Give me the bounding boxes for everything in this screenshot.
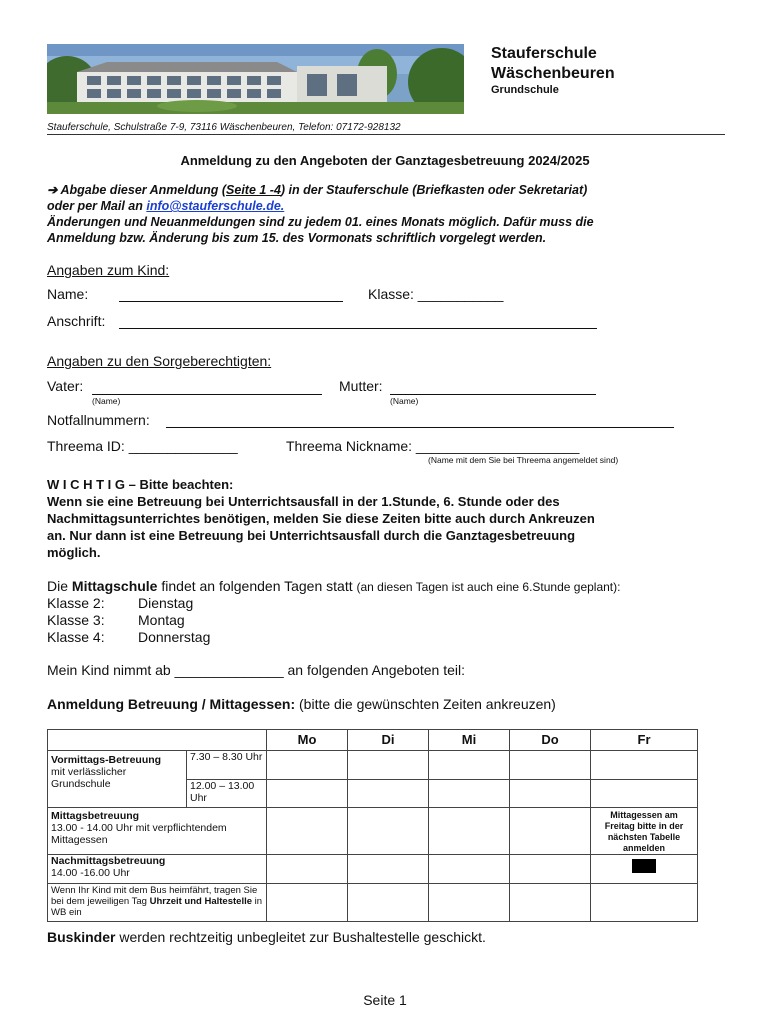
morning-subtitle: mit verlässlicher Grundschule (51, 766, 127, 790)
school-photo (47, 44, 464, 114)
lunch-intro: Die Mittagschule findet an folgenden Tagen statt (an diesen Tagen ist auch eine 6.Stunde geplant): (47, 578, 621, 594)
bus-info-text: Wenn Ihr Kind mit dem Bus heimfährt, tragen Sie bei dem jeweiligen Tag (51, 885, 258, 907)
checkbox-morning1-fr[interactable] (591, 751, 698, 780)
bus-entry-mo[interactable] (267, 884, 348, 922)
bus-entry-fr[interactable] (591, 884, 698, 922)
checkbox-morning2-mi[interactable] (429, 780, 510, 808)
threema-hint: (Name mit dem Sie bei Threema angemeldet sind) (428, 455, 619, 465)
bus-info-bold: Uhrzeit und Haltestelle (149, 896, 253, 907)
email-link[interactable]: info@stauferschule.de. (146, 199, 285, 213)
checkbox-morning2-mo[interactable] (267, 780, 348, 808)
morning-time-1: 7.30 – 8.30 Uhr (187, 751, 267, 780)
checkbox-morning2-fr[interactable] (591, 780, 698, 808)
day-header-di: Di (348, 730, 429, 751)
checkbox-morning1-mi[interactable] (429, 751, 510, 780)
friday-lunch-note: Mittagessen am Freitag bitte in der nächsten Tabelle anmelden (591, 808, 698, 855)
checkbox-afternoon-di[interactable] (348, 855, 429, 884)
school-name (491, 44, 615, 84)
table-row (48, 808, 698, 855)
mother-name-field[interactable] (390, 394, 596, 395)
lunch-day-3: Montag (138, 612, 185, 628)
notice-line1: ➔ Abgabe dieser Anmeldung (Seite 1 -4) in der Stauferschule (Briefkasten oder Sekretariat) (47, 183, 588, 197)
emergency-field[interactable] (166, 427, 674, 428)
lunch-day-4: Donnerstag (138, 629, 211, 645)
checkbox-lunch-di[interactable] (348, 808, 429, 855)
child-class-field[interactable]: Klasse: ___________ (368, 286, 504, 302)
table-row (48, 884, 698, 922)
mother-name-hint: (Name) (390, 396, 419, 406)
day-header-mo: Mo (267, 730, 348, 751)
checkbox-afternoon-mo[interactable] (267, 855, 348, 884)
checkbox-lunch-do[interactable] (510, 808, 591, 855)
checkbox-morning1-mo[interactable] (267, 751, 348, 780)
pages-reference: Seite 1 -4 (226, 183, 281, 197)
checkbox-morning2-di[interactable] (348, 780, 429, 808)
father-label: Vater: (47, 378, 84, 394)
school-building-image (47, 44, 464, 114)
school-type: Grundschule (491, 84, 559, 96)
father-name-field[interactable] (92, 394, 322, 395)
lunch-care-label-cell (48, 808, 267, 855)
checkbox-afternoon-mi[interactable] (429, 855, 510, 884)
emergency-label: Notfallnummern: (47, 412, 150, 428)
afternoon-subtitle: 14.00 -16.00 Uhr (51, 867, 130, 879)
checkbox-afternoon-do[interactable] (510, 855, 591, 884)
lunch-care-title: Mittagsbetreuung (51, 810, 140, 822)
notice-line3: Änderungen und Neuanmeldungen sind zu jedem 01. eines Monats möglich. Dafür muss die (47, 215, 594, 229)
child-name-label: Name: (47, 286, 89, 302)
checkbox-morning1-do[interactable] (510, 751, 591, 780)
guardians-heading: Angaben zu den Sorgeberechtigten: (47, 353, 272, 369)
arrow-icon: ➔ (47, 183, 58, 197)
important-line3: an. Nur dann ist eine Betreuung bei Unterrichtsausfall durch die Ganztagesbetreuung (47, 528, 576, 543)
important-line2: Nachmittagsunterrichtes benötigen, melden Sie diese Zeiten bitte auch durch Ankreuzen (47, 511, 595, 526)
day-header-fr: Fr (591, 730, 698, 751)
table-header-row (48, 730, 698, 751)
afternoon-title: Nachmittagsbetreuung (51, 855, 166, 867)
table-corner-cell (48, 730, 267, 751)
child-address-label: Anschrift: (47, 313, 106, 329)
table-row (48, 751, 698, 780)
morning-time-2: 12.00 – 13.00 Uhr (187, 780, 267, 808)
blocked-cell-marker (632, 859, 656, 873)
checkbox-lunch-mi[interactable] (429, 808, 510, 855)
morning-label-cell (48, 751, 187, 808)
bus-info-tail: in WB ein (51, 896, 263, 918)
bus-entry-mi[interactable] (429, 884, 510, 922)
father-name-hint: (Name) (92, 396, 121, 406)
start-date-field[interactable]: Mein Kind nimmt ab ______________ an folgenden Angeboten teil: (47, 662, 465, 678)
school-name-line1: Stauferschule (491, 45, 597, 62)
notice-line2: oder per Mail an info@stauferschule.de. (47, 199, 285, 213)
bus-entry-do[interactable] (510, 884, 591, 922)
registration-heading: Anmeldung Betreuung / Mittagessen: (bitte die gewünschten Zeiten ankreuzen) (47, 696, 556, 712)
lunch-day-2: Dienstag (138, 595, 194, 611)
table-row (48, 855, 698, 884)
mother-label: Mutter: (339, 378, 383, 394)
important-line4: möglich. (47, 545, 101, 560)
bus-entry-di[interactable] (348, 884, 429, 922)
header-divider (47, 134, 725, 135)
important-line1: Wenn sie eine Betreuung bei Unterrichtsausfall in der 1.Stunde, 6. Stunde oder des (47, 494, 560, 509)
checkbox-afternoon-fr[interactable] (591, 855, 698, 884)
checkbox-morning1-di[interactable] (348, 751, 429, 780)
notice-line4: Anmeldung bzw. Änderung bis zum 15. des Vormonats schriftlich vorgelegt werden. (47, 231, 547, 245)
page-number: Seite 1 (363, 992, 407, 1008)
checkbox-lunch-mo[interactable] (267, 808, 348, 855)
day-header-mi: Mi (429, 730, 510, 751)
checkbox-morning2-do[interactable] (510, 780, 591, 808)
bus-note: Buskinder werden rechtzeitig unbegleitet zur Bushaltestelle geschickt. (47, 929, 486, 945)
lunch-care-subtitle: 13.00 - 14.00 Uhr mit verpflichtendem Mittagessen (51, 822, 227, 846)
child-heading: Angaben zum Kind: (47, 262, 170, 278)
afternoon-label-cell (48, 855, 267, 884)
school-address: Stauferschule, Schulstraße 7-9, 73116 Wäschenbeuren, Telefon: 07172-928132 (47, 122, 401, 133)
child-name-field[interactable] (119, 301, 343, 302)
page-title: Anmeldung zu den Angeboten der Ganztagesbetreuung 2024/2025 (180, 153, 590, 168)
registration-table (47, 729, 698, 922)
threema-nickname-field[interactable]: Threema Nickname: _____________________ (286, 438, 580, 454)
threema-id-field[interactable]: Threema ID: ______________ (47, 438, 238, 454)
lunch-klasse-3: Klasse 3: (47, 612, 105, 628)
lunch-klasse-4: Klasse 4: (47, 629, 105, 645)
lunch-klasse-2: Klasse 2: (47, 595, 105, 611)
school-name-line2: Wäschenbeuren (491, 65, 615, 82)
important-heading: W I C H T I G – Bitte beachten: (47, 477, 234, 492)
morning-title: Vormittags-Betreuung (51, 754, 162, 766)
child-address-field[interactable] (119, 328, 597, 329)
day-header-do: Do (510, 730, 591, 751)
bus-info-cell (48, 884, 267, 922)
